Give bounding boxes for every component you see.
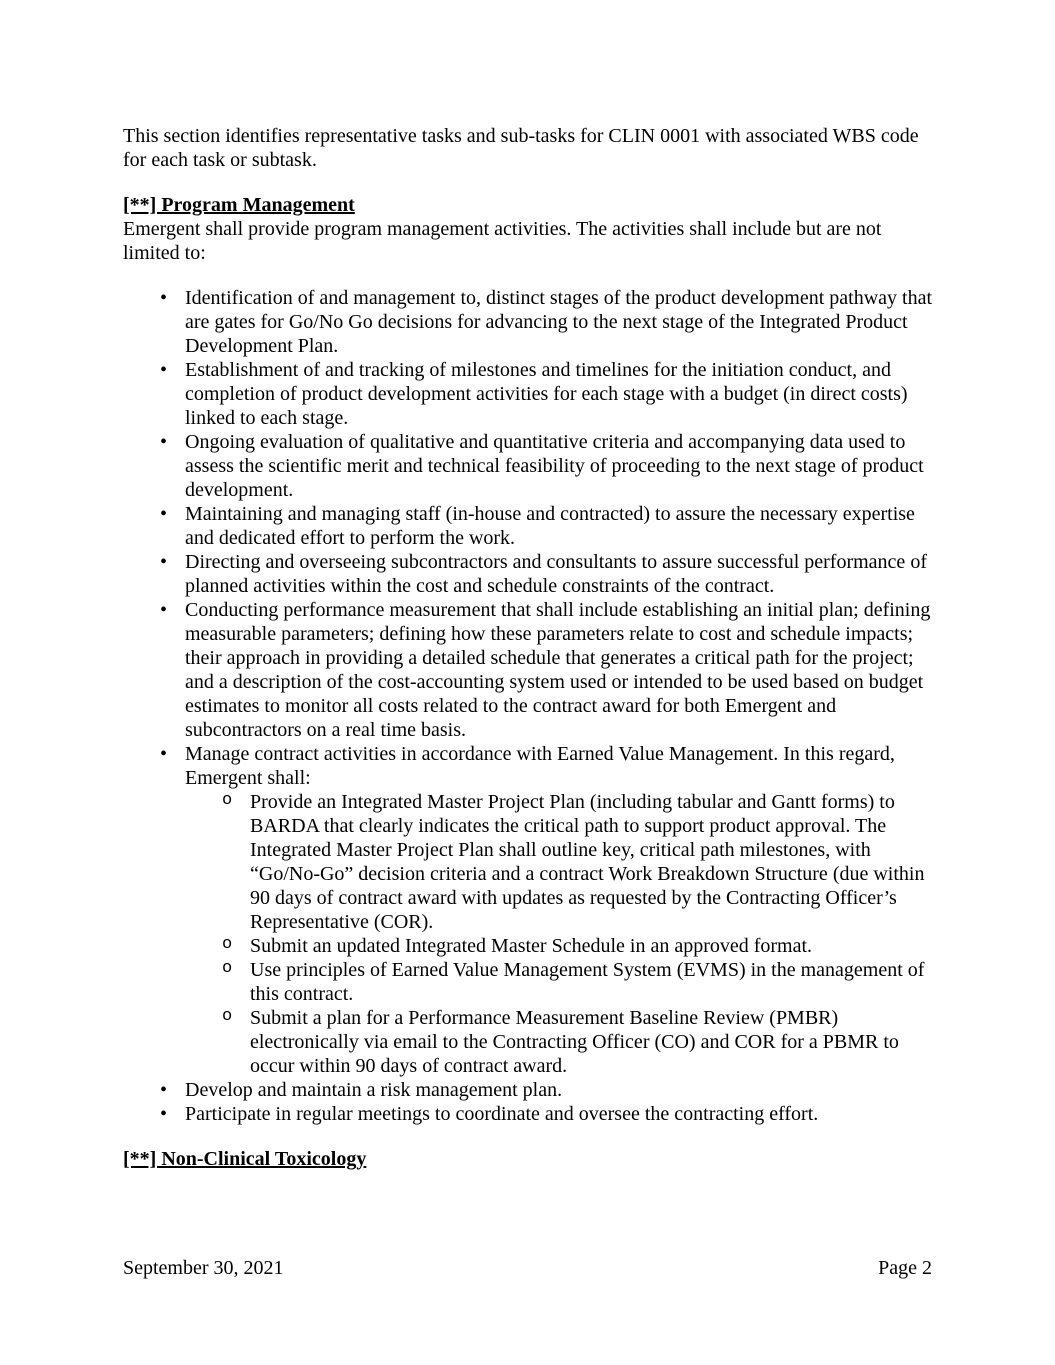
sub-list-item-text: Provide an Integrated Master Project Plan (including tabular and Gantt forms) to BARDA that clearly indicates the critical path to support product approval. The Integrated Master Project Plan shall outline key, critical path milestones, with “Go/No-Go” decision criteria and a contract Work Breakdown Structure (due within 90 days of contract award with updates as requested by the Contracting Officer’s Representative (COR). (250, 791, 925, 933)
list-item (123, 1078, 932, 1102)
list-item-text: Develop and maintain a risk management plan. (185, 1079, 563, 1101)
list-item-text: Conducting performance measurement that shall include establishing an initial plan; defining measurable parameters; defining how these parameters relate to cost and schedule impacts; their approach in providing a detailed schedule that generates a critical path for the project; and a description of the cost-accounting system used or intended to be used based on budget estimates to monitor all costs related to the contract award for both Emergent and subcontractors on a real time basis. (185, 599, 931, 741)
list-item (123, 550, 932, 598)
sub-list-item (185, 934, 932, 958)
section-heading-non-clinical-toxicology: [**] Non-Clinical Toxicology (123, 1148, 367, 1170)
bullet-icon: • (160, 743, 168, 765)
bullet-icon: • (160, 503, 168, 525)
footer-date: September 30, 2021 (123, 1257, 284, 1279)
list-item (123, 1102, 932, 1126)
bullet-list (123, 286, 932, 1126)
sub-list-item (185, 1006, 932, 1078)
circle-bullet-icon: o (222, 935, 233, 954)
list-item (123, 358, 932, 430)
bullet-icon: • (160, 431, 168, 453)
list-item-text: Directing and overseeing subcontractors and consultants to assure successful performance of planned activities within the cost and schedule constraints of the contract. (185, 551, 927, 597)
sub-list-item (185, 958, 932, 1006)
list-item (123, 502, 932, 550)
footer-page-number: Page 2 (878, 1257, 932, 1279)
bullet-icon: • (160, 287, 168, 309)
lead-paragraph: Emergent shall provide program management activities. The activities shall include but are not limited to: (123, 218, 882, 264)
sub-list-item-text: Use principles of Earned Value Management System (EVMS) in the management of this contract. (250, 959, 925, 1005)
intro-paragraph: This section identifies representative tasks and sub-tasks for CLIN 0001 with associated WBS code for each task or subtask. (123, 125, 919, 171)
sub-list-item-text: Submit an updated Integrated Master Schedule in an approved format. (250, 935, 813, 957)
list-item-text: Participate in regular meetings to coordinate and oversee the contracting effort. (185, 1103, 819, 1125)
list-item (123, 598, 932, 742)
list-item-text: Manage contract activities in accordance with Earned Value Management. In this regard, Emergent shall: (185, 743, 895, 789)
bullet-icon: • (160, 551, 168, 573)
list-item-text: Identification of and management to, distinct stages of the product development pathway that are gates for Go/No Go decisions for advancing to the next stage of the Integrated Product Development Plan. (185, 287, 933, 357)
sub-list-item-text: Submit a plan for a Performance Measurement Baseline Review (PMBR) electronically via email to the Contracting Officer (CO) and COR for a PBMR to occur within 90 days of contract award. (250, 1007, 899, 1077)
list-item-text: Maintaining and managing staff (in-house and contracted) to assure the necessary expertise and dedicated effort to perform the work. (185, 503, 915, 549)
document-content (123, 124, 932, 1171)
section-heading-program-management: [**] Program Management (123, 194, 355, 216)
bullet-icon: • (160, 1079, 168, 1101)
list-item (123, 430, 932, 502)
list-item-text: Establishment of and tracking of milestones and timelines for the initiation conduct, and completion of product development activities for each stage with a budget (in direct costs) linked to each stage. (185, 359, 908, 429)
bullet-icon: • (160, 1103, 168, 1125)
sub-list-item (185, 790, 932, 934)
bullet-icon: • (160, 359, 168, 381)
circle-bullet-icon: o (222, 791, 233, 810)
circle-bullet-icon: o (222, 959, 233, 978)
list-item (123, 742, 932, 1078)
bullet-icon: • (160, 599, 168, 621)
sub-bullet-list (185, 790, 932, 1078)
list-item (123, 286, 932, 358)
page-footer (123, 1256, 932, 1280)
circle-bullet-icon: o (222, 1007, 233, 1026)
list-item-text: Ongoing evaluation of qualitative and quantitative criteria and accompanying data used to assess the scientific merit and technical feasibility of proceeding to the next stage of product development. (185, 431, 924, 501)
